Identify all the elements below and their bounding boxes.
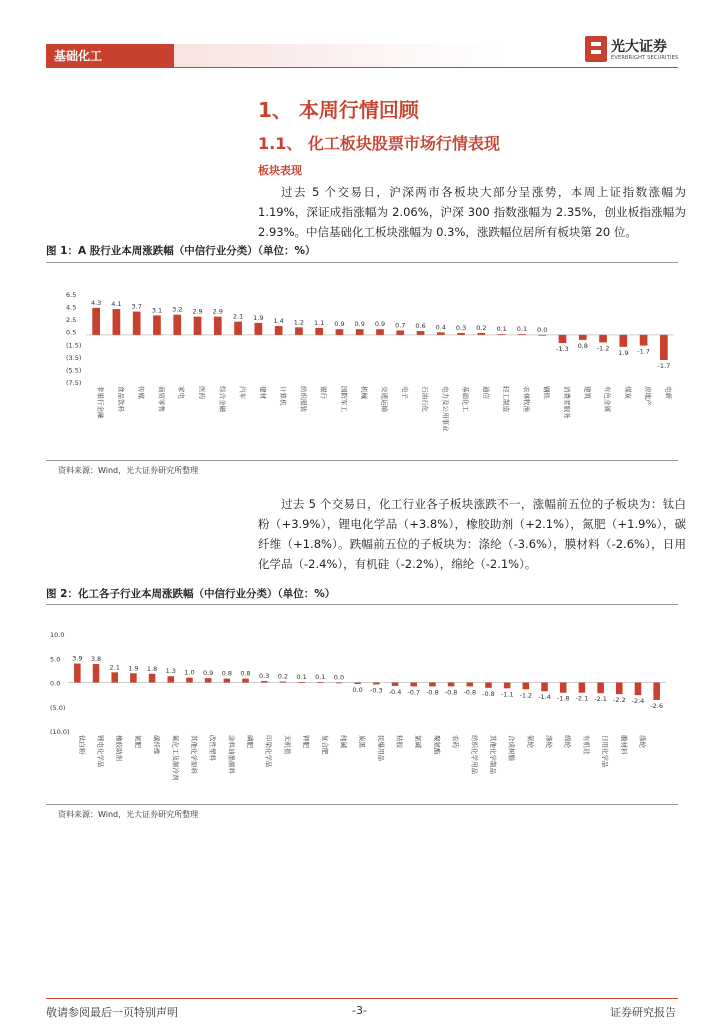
data-label: 0.2 bbox=[476, 323, 487, 332]
y-tick-label: 4.5 bbox=[66, 303, 77, 312]
bar bbox=[93, 664, 100, 682]
category-label: 印染化学品 bbox=[264, 735, 273, 768]
bar bbox=[133, 312, 141, 335]
category-label: 粘胶 bbox=[395, 735, 404, 748]
bar bbox=[660, 335, 668, 360]
category-label: 氨纶 bbox=[526, 735, 535, 748]
category-label: 氟化工及制冷剂 bbox=[171, 735, 180, 781]
bar bbox=[295, 327, 303, 335]
data-label: -0.3 bbox=[370, 686, 383, 695]
category-label: 商贸零售 bbox=[157, 386, 166, 412]
bar bbox=[635, 683, 642, 696]
bar bbox=[280, 682, 287, 683]
bar bbox=[315, 328, 323, 335]
header-band bbox=[174, 44, 504, 68]
bar bbox=[485, 683, 492, 688]
data-label: -1.3 bbox=[556, 345, 569, 354]
data-label: -0.7 bbox=[407, 688, 421, 697]
category-label: 钾肥 bbox=[302, 735, 311, 748]
section-heading: 1、 本周行情回顾 bbox=[258, 98, 419, 122]
bar bbox=[523, 683, 530, 690]
category-label: 合成树脂 bbox=[507, 735, 516, 761]
data-label: -1.4 bbox=[538, 693, 551, 702]
data-label: 1.0 bbox=[184, 668, 195, 677]
bar bbox=[616, 683, 623, 695]
bar bbox=[173, 315, 181, 335]
bar bbox=[579, 335, 587, 340]
category-label: 国防军工 bbox=[339, 386, 348, 412]
bar bbox=[261, 681, 268, 682]
bar bbox=[298, 682, 305, 683]
category-label: 机械 bbox=[360, 386, 369, 399]
topic-heading: 板块表现 bbox=[258, 164, 302, 177]
y-tick-label: (5.5) bbox=[66, 366, 82, 375]
data-label: 1.3 bbox=[165, 667, 176, 676]
data-label: -1.7 bbox=[637, 347, 650, 356]
category-label: 房地产 bbox=[644, 386, 653, 406]
category-label: 纯碱 bbox=[339, 735, 348, 748]
figure-2-bottom-rule bbox=[46, 804, 678, 805]
data-label: 3.1 bbox=[151, 306, 163, 315]
data-label: -0.8 bbox=[426, 688, 439, 697]
category-label: 碳纤维 bbox=[152, 735, 161, 755]
data-label: 3.2 bbox=[172, 305, 183, 314]
data-label: -2.6 bbox=[650, 701, 663, 710]
bar bbox=[498, 334, 506, 335]
bar bbox=[417, 331, 425, 335]
bar bbox=[392, 683, 399, 686]
bar bbox=[504, 683, 511, 689]
bar bbox=[448, 683, 455, 687]
bar bbox=[234, 322, 242, 335]
category-label: 日用化学品 bbox=[601, 735, 610, 768]
data-label: 3.7 bbox=[131, 302, 142, 311]
bar bbox=[275, 326, 283, 335]
category-label: 煤炭 bbox=[623, 386, 632, 399]
bar bbox=[599, 335, 607, 343]
bar bbox=[437, 332, 445, 335]
y-tick-label: (3.5) bbox=[66, 353, 82, 362]
data-label: 0.0 bbox=[333, 673, 345, 682]
company-logo bbox=[585, 36, 685, 68]
bar bbox=[429, 683, 436, 687]
bar bbox=[541, 683, 548, 692]
bar bbox=[194, 317, 202, 335]
data-label: 0.9 bbox=[354, 320, 365, 329]
figure-1-bottom-rule bbox=[46, 460, 678, 461]
data-label: 2.9 bbox=[212, 307, 223, 316]
subsection-heading: 1.1、 化工板块股票市场行情表现 bbox=[258, 134, 500, 153]
data-label: 0.3 bbox=[259, 672, 270, 681]
data-label: 0.4 bbox=[435, 323, 446, 332]
data-label: 0.9 bbox=[334, 320, 345, 329]
category-label: 民爆用品 bbox=[376, 735, 385, 761]
category-label: 医药 bbox=[198, 386, 207, 399]
bar bbox=[186, 678, 193, 683]
data-label: -1.2 bbox=[519, 691, 533, 700]
data-label: 1.1 bbox=[314, 318, 325, 327]
data-label: -2.1 bbox=[575, 694, 589, 703]
logo-mark-icon bbox=[585, 36, 607, 62]
category-label: 建筑 bbox=[583, 386, 592, 399]
bar bbox=[467, 683, 474, 687]
category-label: 石油石化 bbox=[421, 386, 430, 412]
category-label: 纺织服装 bbox=[299, 386, 308, 412]
category-label: 涤纶 bbox=[545, 735, 554, 748]
data-label: 0.7 bbox=[395, 321, 406, 330]
category-label: 有色金属 bbox=[603, 386, 612, 412]
y-tick-label: 0.0 bbox=[50, 679, 61, 688]
data-label: -1.8 bbox=[556, 694, 570, 703]
bar bbox=[538, 335, 546, 336]
figure-2-chart bbox=[46, 618, 678, 800]
y-tick-label: 6.5 bbox=[66, 291, 77, 299]
bar bbox=[149, 674, 156, 683]
bar bbox=[518, 334, 526, 335]
category-label: 无机盐 bbox=[283, 735, 292, 755]
data-label: 0.8 bbox=[221, 669, 233, 678]
category-label: 计算机 bbox=[279, 386, 288, 406]
figure-2-title: 图 2：化工各子行业本周涨跌幅（中信行业分类）（单位：%） bbox=[46, 588, 336, 600]
bar bbox=[653, 683, 660, 700]
data-label: -2.4 bbox=[631, 697, 645, 706]
data-label: 0.8 bbox=[577, 341, 588, 350]
data-label: 1.2 bbox=[293, 318, 305, 327]
data-label: 0.9 bbox=[374, 320, 386, 329]
bar bbox=[376, 329, 384, 335]
data-label: 3.8 bbox=[90, 655, 102, 664]
data-label: -2.2 bbox=[612, 696, 626, 705]
category-label: 交通运输 bbox=[380, 386, 389, 412]
figure-1-top-rule bbox=[46, 262, 678, 263]
data-label: 0.8 bbox=[240, 669, 251, 678]
bar bbox=[168, 676, 175, 682]
figure-2-source: 资料来源：Wind，光大证券研究所整理 bbox=[58, 810, 199, 819]
figure-2-top-rule bbox=[46, 604, 678, 605]
data-label: -1.1 bbox=[500, 690, 514, 699]
figure-1-title: 图 1：A 股行业本周涨跌幅（中信行业分类）（单位：%） bbox=[46, 245, 316, 257]
category-label: 其他化学制品 bbox=[488, 735, 497, 774]
category-label: 其他化学原料 bbox=[189, 735, 198, 774]
bar bbox=[560, 683, 567, 693]
category-label: 绵纶 bbox=[563, 735, 572, 748]
category-label: 通信 bbox=[481, 386, 490, 399]
data-label: 0.6 bbox=[415, 322, 426, 331]
bar bbox=[205, 678, 212, 682]
logo-name: 光大证券 bbox=[611, 39, 667, 55]
paragraph-subsector-performance: 过去 5 个交易日，化工行业各子板块涨跌不一，涨幅前五位的子板块为：钛白粉（+3.9%），锂电化学品（+3.8%），橡胶助剂（+2.1%），氮肥（+1.9%），碳纤维（+1.8%）。跌幅前五位的子板块为：涤纶（-3.6%），膜材料（-2.6%），日用化学品（-2.4%），有机硅（-2.2%），绵纶（-2.1%）。 bbox=[258, 497, 686, 571]
section-tag: 基础化工 bbox=[46, 44, 174, 68]
data-label: 1.8 bbox=[146, 664, 158, 673]
bar bbox=[113, 309, 121, 335]
category-label: 食品饮料 bbox=[116, 386, 125, 412]
category-label: 橡胶助剂 bbox=[115, 735, 124, 761]
data-label: -0.8 bbox=[482, 689, 495, 698]
bar bbox=[396, 330, 404, 334]
category-label: 农林牧渔 bbox=[522, 386, 531, 412]
category-label: 建材 bbox=[258, 386, 267, 399]
category-label: 基础化工 bbox=[461, 386, 470, 412]
bar bbox=[111, 672, 118, 682]
category-label: 非银行金融 bbox=[96, 386, 105, 419]
header-divider bbox=[46, 67, 678, 68]
bar bbox=[579, 683, 586, 693]
bar bbox=[336, 683, 343, 684]
bar bbox=[559, 335, 567, 343]
footer-divider bbox=[46, 998, 678, 999]
category-label: 农药 bbox=[451, 735, 460, 748]
y-tick-label: (7.5) bbox=[66, 379, 82, 387]
category-label: 锂电化学品 bbox=[96, 735, 105, 768]
data-label: 2.9 bbox=[192, 307, 203, 316]
category-label: 轻工制造 bbox=[502, 386, 511, 412]
category-label: 银行 bbox=[319, 386, 328, 399]
data-label: 0.1 bbox=[296, 673, 307, 682]
data-label: -1.7 bbox=[657, 362, 671, 370]
y-tick-label: (1.5) bbox=[66, 341, 82, 350]
data-label: -2.1 bbox=[594, 695, 607, 704]
data-label: -1.2 bbox=[596, 344, 610, 353]
category-label: 钛白粉 bbox=[77, 735, 86, 755]
data-label: 0.1 bbox=[496, 325, 507, 334]
page-number: -3- bbox=[352, 1004, 367, 1017]
category-label: 炭黑 bbox=[358, 735, 367, 748]
bar bbox=[640, 335, 648, 346]
data-label: 0.1 bbox=[315, 673, 326, 682]
category-label: 磷肥 bbox=[246, 735, 255, 748]
bar bbox=[410, 683, 417, 687]
bar bbox=[457, 333, 465, 335]
data-label: 1.9 bbox=[618, 348, 629, 357]
data-label: 1.4 bbox=[273, 317, 284, 326]
footer-disclaimer: 敬请参阅最后一页特别声明 bbox=[46, 1006, 178, 1019]
bar bbox=[317, 682, 324, 683]
bar bbox=[478, 333, 486, 335]
paragraph-sector-performance: 过去 5 个交易日，沪深两市各板块大部分呈涨势，本周上证指数涨幅为 1.19%，深证成指涨幅为 2.06%，沪深 300 指数涨幅为 2.35%，创业板指涨幅为 2.93%。中信基础化工板块涨幅为 0.3%，涨跌幅位居所有板块第 20 位。 bbox=[258, 185, 686, 239]
category-label: 涤纶 bbox=[638, 735, 647, 748]
data-label: -0.4 bbox=[388, 687, 402, 696]
category-label: 电子 bbox=[400, 386, 409, 399]
data-label: 1.9 bbox=[128, 664, 139, 673]
bar bbox=[356, 329, 364, 335]
bar bbox=[214, 317, 222, 335]
data-label: 1.9 bbox=[253, 313, 264, 322]
y-tick-label: 5.0 bbox=[50, 655, 61, 664]
bar bbox=[242, 679, 249, 683]
footer-report-type: 证券研究报告 bbox=[610, 1006, 676, 1019]
category-label: 涂料油墨颜料 bbox=[227, 735, 236, 774]
y-tick-label: (5.0) bbox=[50, 703, 66, 712]
category-label: 电力及公用事业 bbox=[441, 386, 450, 432]
category-label: 传媒 bbox=[137, 386, 146, 399]
data-label: 0.2 bbox=[277, 672, 289, 681]
data-label: -0.8 bbox=[444, 688, 458, 697]
category-label: 复合肥 bbox=[320, 735, 329, 755]
category-label: 氯碱 bbox=[414, 735, 423, 748]
bar bbox=[336, 329, 344, 335]
category-label: 综合金融 bbox=[218, 386, 227, 412]
y-tick-label: 0.5 bbox=[66, 328, 77, 337]
bar bbox=[354, 683, 361, 684]
figure-1-chart bbox=[46, 265, 678, 457]
data-label: 3.9 bbox=[72, 654, 83, 663]
bar bbox=[74, 664, 81, 683]
y-tick-label: 10.0 bbox=[50, 631, 65, 639]
bar bbox=[373, 683, 380, 685]
category-label: 电新 bbox=[664, 386, 673, 399]
category-label: 氮肥 bbox=[133, 735, 142, 748]
data-label: 0.1 bbox=[516, 325, 528, 334]
category-label: 钢铁 bbox=[542, 386, 551, 399]
data-label: 0.3 bbox=[455, 323, 467, 332]
data-label: -0.8 bbox=[463, 688, 477, 697]
category-label: 家电 bbox=[177, 386, 186, 399]
category-label: 汽车 bbox=[238, 386, 247, 399]
bar bbox=[224, 679, 231, 683]
bar bbox=[153, 315, 161, 334]
logo-subtitle: EVERBRIGHT SECURITIES bbox=[611, 55, 679, 61]
category-label: 纺织化学用品 bbox=[470, 735, 479, 774]
data-label: 2.1 bbox=[232, 312, 244, 321]
category-label: 有机硅 bbox=[582, 735, 591, 755]
data-label: 0.0 bbox=[537, 325, 548, 334]
category-label: 聚氨酯 bbox=[432, 735, 441, 755]
data-label: 2.1 bbox=[109, 663, 120, 672]
data-label: 4.1 bbox=[111, 300, 122, 309]
data-label: 4.3 bbox=[90, 298, 102, 307]
category-label: 改性塑料 bbox=[208, 735, 217, 761]
y-tick-label: 2.5 bbox=[66, 316, 77, 325]
bar bbox=[619, 335, 627, 347]
bar bbox=[130, 673, 137, 682]
figure-1-source: 资料来源：Wind，光大证券研究所整理 bbox=[58, 466, 199, 475]
category-label: 膜材料 bbox=[619, 735, 628, 755]
y-tick-label: (10.0) bbox=[50, 728, 70, 736]
data-label: 0.9 bbox=[202, 669, 214, 678]
bar bbox=[597, 683, 604, 694]
bar bbox=[254, 323, 262, 335]
bar bbox=[92, 308, 100, 335]
data-label: 0.0 bbox=[352, 685, 363, 694]
category-label: 消费者服务 bbox=[562, 386, 571, 419]
